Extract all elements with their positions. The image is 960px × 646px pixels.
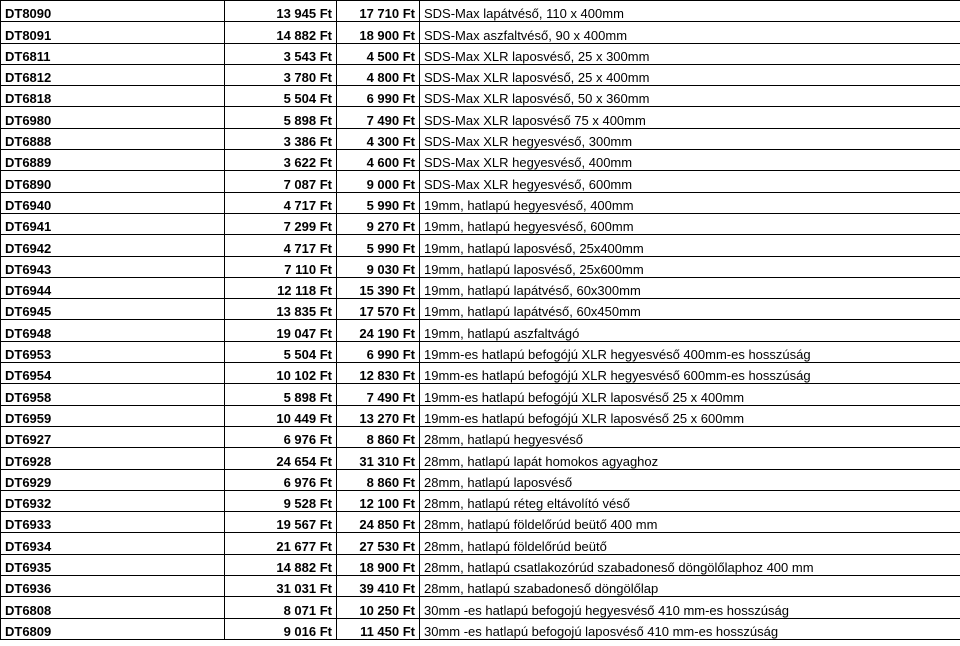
table-row: [1, 448, 960, 469]
table-row: [1, 235, 960, 256]
gross-price-cell: 8 860 Ft: [337, 469, 420, 490]
table-row: [1, 256, 960, 277]
table-row: [1, 533, 960, 554]
description-cell: 19mm, hatlapú laposvéső, 25x400mm: [420, 235, 960, 256]
description-cell: SDS-Max XLR laposvéső 75 x 400mm: [420, 107, 960, 128]
gross-price-cell: 39 410 Ft: [337, 576, 420, 597]
gross-price-cell: 18 900 Ft: [337, 22, 420, 43]
product-code-cell: DT6889: [1, 150, 225, 171]
gross-price-cell: 9 030 Ft: [337, 256, 420, 277]
net-price-cell: 3 622 Ft: [225, 150, 337, 171]
table-row: [1, 490, 960, 511]
product-code-cell: DT6941: [1, 213, 225, 234]
gross-price-cell: 4 800 Ft: [337, 64, 420, 85]
net-price-cell: 7 110 Ft: [225, 256, 337, 277]
table-row: [1, 150, 960, 171]
table-row: [1, 469, 960, 490]
gross-price-cell: 12 830 Ft: [337, 363, 420, 384]
table-row: [1, 192, 960, 213]
product-code-cell: DT6942: [1, 235, 225, 256]
net-price-cell: 6 976 Ft: [225, 426, 337, 447]
net-price-cell: 5 504 Ft: [225, 86, 337, 107]
product-code-cell: DT6936: [1, 576, 225, 597]
net-price-cell: 7 087 Ft: [225, 171, 337, 192]
product-code-cell: DT6809: [1, 618, 225, 639]
net-price-cell: 6 976 Ft: [225, 469, 337, 490]
gross-price-cell: 4 500 Ft: [337, 43, 420, 64]
description-cell: SDS-Max aszfaltvéső, 90 x 400mm: [420, 22, 960, 43]
gross-price-cell: 4 300 Ft: [337, 128, 420, 149]
table-row: [1, 213, 960, 234]
product-code-cell: DT6890: [1, 171, 225, 192]
gross-price-cell: 17 710 Ft: [337, 1, 420, 22]
description-cell: SDS-Max XLR hegyesvéső, 400mm: [420, 150, 960, 171]
table-row: [1, 64, 960, 85]
description-cell: SDS-Max lapátvéső, 110 x 400mm: [420, 1, 960, 22]
table-row: [1, 341, 960, 362]
product-code-cell: DT6954: [1, 363, 225, 384]
description-cell: 28mm, hatlapú földelőrúd beütő 400 mm: [420, 512, 960, 533]
table-row: [1, 512, 960, 533]
net-price-cell: 9 016 Ft: [225, 618, 337, 639]
table-row: [1, 22, 960, 43]
description-cell: 19mm, hatlapú lapátvéső, 60x450mm: [420, 299, 960, 320]
gross-price-cell: 5 990 Ft: [337, 192, 420, 213]
product-code-cell: DT6940: [1, 192, 225, 213]
net-price-cell: 19 567 Ft: [225, 512, 337, 533]
product-code-cell: DT6948: [1, 320, 225, 341]
table-row: [1, 43, 960, 64]
product-code-cell: DT6934: [1, 533, 225, 554]
gross-price-cell: 7 490 Ft: [337, 384, 420, 405]
product-code-cell: DT6927: [1, 426, 225, 447]
description-cell: 28mm, hatlapú földelőrúd beütő: [420, 533, 960, 554]
description-cell: SDS-Max XLR hegyesvéső, 300mm: [420, 128, 960, 149]
product-code-cell: DT6808: [1, 597, 225, 618]
price-list-body: [1, 1, 960, 640]
net-price-cell: 10 102 Ft: [225, 363, 337, 384]
description-cell: 19mm, hatlapú laposvéső, 25x600mm: [420, 256, 960, 277]
table-row: [1, 554, 960, 575]
gross-price-cell: 18 900 Ft: [337, 554, 420, 575]
description-cell: 19mm, hatlapú hegyesvéső, 600mm: [420, 213, 960, 234]
gross-price-cell: 9 270 Ft: [337, 213, 420, 234]
description-cell: 28mm, hatlapú csatlakozórúd szabadoneső döngölőlaphoz 400 mm: [420, 554, 960, 575]
product-code-cell: DT6818: [1, 86, 225, 107]
description-cell: 19mm-es hatlapú befogójú XLR hegyesvéső 600mm-es hosszúság: [420, 363, 960, 384]
net-price-cell: 13 835 Ft: [225, 299, 337, 320]
table-row: [1, 107, 960, 128]
net-price-cell: 14 882 Ft: [225, 22, 337, 43]
product-code-cell: DT6980: [1, 107, 225, 128]
gross-price-cell: 11 450 Ft: [337, 618, 420, 639]
description-cell: 28mm, hatlapú laposvéső: [420, 469, 960, 490]
net-price-cell: 14 882 Ft: [225, 554, 337, 575]
description-cell: 19mm, hatlapú hegyesvéső, 400mm: [420, 192, 960, 213]
product-code-cell: DT6932: [1, 490, 225, 511]
product-code-cell: DT6958: [1, 384, 225, 405]
product-code-cell: DT6935: [1, 554, 225, 575]
net-price-cell: 19 047 Ft: [225, 320, 337, 341]
description-cell: 28mm, hatlapú réteg eltávolító véső: [420, 490, 960, 511]
gross-price-cell: 24 850 Ft: [337, 512, 420, 533]
description-cell: 19mm, hatlapú aszfaltvágó: [420, 320, 960, 341]
description-cell: SDS-Max XLR laposvéső, 25 x 300mm: [420, 43, 960, 64]
net-price-cell: 12 118 Ft: [225, 277, 337, 298]
table-row: [1, 171, 960, 192]
description-cell: SDS-Max XLR laposvéső, 25 x 400mm: [420, 64, 960, 85]
net-price-cell: 31 031 Ft: [225, 576, 337, 597]
gross-price-cell: 17 570 Ft: [337, 299, 420, 320]
gross-price-cell: 24 190 Ft: [337, 320, 420, 341]
table-row: [1, 618, 960, 639]
table-row: [1, 597, 960, 618]
table-row: [1, 363, 960, 384]
gross-price-cell: 6 990 Ft: [337, 86, 420, 107]
table-row: [1, 576, 960, 597]
product-code-cell: DT6944: [1, 277, 225, 298]
product-code-cell: DT6945: [1, 299, 225, 320]
description-cell: 28mm, hatlapú szabadoneső döngölőlap: [420, 576, 960, 597]
description-cell: SDS-Max XLR laposvéső, 50 x 360mm: [420, 86, 960, 107]
gross-price-cell: 5 990 Ft: [337, 235, 420, 256]
product-code-cell: DT8091: [1, 22, 225, 43]
gross-price-cell: 4 600 Ft: [337, 150, 420, 171]
gross-price-cell: 9 000 Ft: [337, 171, 420, 192]
product-code-cell: DT8090: [1, 1, 225, 22]
product-code-cell: DT6943: [1, 256, 225, 277]
description-cell: 19mm-es hatlapú befogójú XLR hegyesvéső 400mm-es hosszúság: [420, 341, 960, 362]
net-price-cell: 3 386 Ft: [225, 128, 337, 149]
description-cell: SDS-Max XLR hegyesvéső, 600mm: [420, 171, 960, 192]
gross-price-cell: 13 270 Ft: [337, 405, 420, 426]
net-price-cell: 5 898 Ft: [225, 107, 337, 128]
gross-price-cell: 6 990 Ft: [337, 341, 420, 362]
table-row: [1, 86, 960, 107]
description-cell: 30mm -es hatlapú befogojú laposvéső 410 mm-es hosszúság: [420, 618, 960, 639]
table-row: [1, 299, 960, 320]
net-price-cell: 21 677 Ft: [225, 533, 337, 554]
net-price-cell: 5 898 Ft: [225, 384, 337, 405]
description-cell: 19mm, hatlapú lapátvéső, 60x300mm: [420, 277, 960, 298]
table-row: [1, 277, 960, 298]
net-price-cell: 24 654 Ft: [225, 448, 337, 469]
gross-price-cell: 12 100 Ft: [337, 490, 420, 511]
table-row: [1, 320, 960, 341]
product-code-cell: DT6928: [1, 448, 225, 469]
gross-price-cell: 27 530 Ft: [337, 533, 420, 554]
net-price-cell: 5 504 Ft: [225, 341, 337, 362]
gross-price-cell: 31 310 Ft: [337, 448, 420, 469]
table-row: [1, 128, 960, 149]
net-price-cell: 13 945 Ft: [225, 1, 337, 22]
net-price-cell: 4 717 Ft: [225, 192, 337, 213]
table-row: [1, 405, 960, 426]
product-code-cell: DT6959: [1, 405, 225, 426]
gross-price-cell: 8 860 Ft: [337, 426, 420, 447]
net-price-cell: 3 543 Ft: [225, 43, 337, 64]
product-code-cell: DT6811: [1, 43, 225, 64]
net-price-cell: 4 717 Ft: [225, 235, 337, 256]
net-price-cell: 10 449 Ft: [225, 405, 337, 426]
product-code-cell: DT6888: [1, 128, 225, 149]
table-row: [1, 384, 960, 405]
description-cell: 30mm -es hatlapú befogojú hegyesvéső 410 mm-es hosszúság: [420, 597, 960, 618]
description-cell: 28mm, hatlapú hegyesvéső: [420, 426, 960, 447]
gross-price-cell: 15 390 Ft: [337, 277, 420, 298]
net-price-cell: 8 071 Ft: [225, 597, 337, 618]
description-cell: 19mm-es hatlapú befogójú XLR laposvéső 25 x 600mm: [420, 405, 960, 426]
description-cell: 19mm-es hatlapú befogójú XLR laposvéső 25 x 400mm: [420, 384, 960, 405]
product-code-cell: DT6933: [1, 512, 225, 533]
product-code-cell: DT6953: [1, 341, 225, 362]
product-code-cell: DT6812: [1, 64, 225, 85]
description-cell: 28mm, hatlapú lapát homokos agyaghoz: [420, 448, 960, 469]
product-code-cell: DT6929: [1, 469, 225, 490]
gross-price-cell: 10 250 Ft: [337, 597, 420, 618]
gross-price-cell: 7 490 Ft: [337, 107, 420, 128]
net-price-cell: 3 780 Ft: [225, 64, 337, 85]
net-price-cell: 7 299 Ft: [225, 213, 337, 234]
table-row: [1, 1, 960, 22]
net-price-cell: 9 528 Ft: [225, 490, 337, 511]
table-row: [1, 426, 960, 447]
